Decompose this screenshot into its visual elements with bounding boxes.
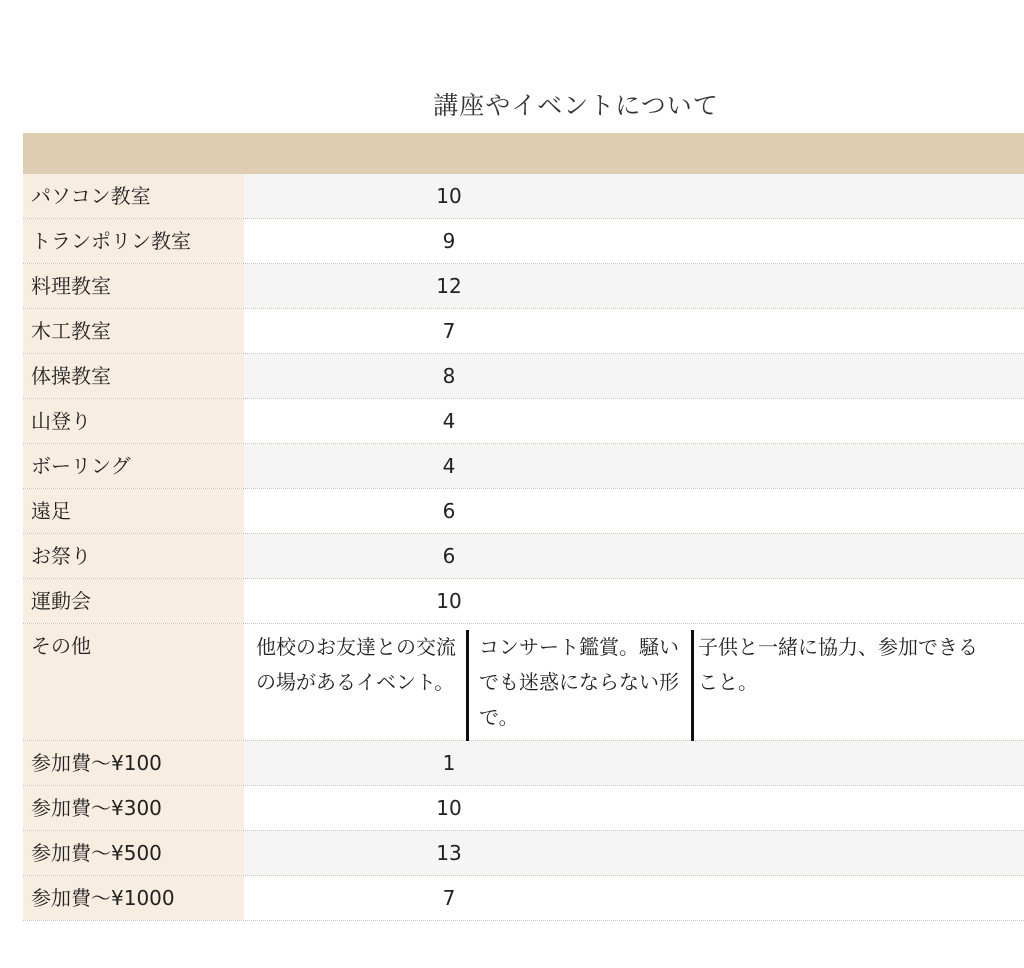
row-label: 参加費〜¥300 [23, 786, 244, 830]
other-note: 子供と一緒に協力、参加できること。 [691, 630, 991, 747]
row-label: パソコン教室 [23, 174, 244, 218]
table-row [23, 579, 1024, 624]
row-label: 参加費〜¥100 [23, 741, 244, 785]
table-row [23, 219, 1024, 264]
row-label: トランポリン教室 [23, 219, 244, 263]
row-value-cell [244, 174, 1024, 218]
row-value: 12 [436, 274, 462, 298]
table-row [23, 489, 1024, 534]
other-note: 他校のお友達との交流の場があるイベント。 [256, 635, 456, 694]
row-label: 体操教室 [23, 354, 244, 398]
row-value: 4 [442, 409, 456, 433]
other-notes-cell [244, 624, 1024, 740]
row-value: 13 [436, 841, 462, 865]
row-value-cell [244, 579, 1024, 623]
row-value: 6 [442, 544, 456, 568]
row-value: 10 [436, 589, 462, 613]
row-label: 木工教室 [23, 309, 244, 353]
row-value: 7 [442, 319, 456, 343]
row-value-cell [244, 786, 1024, 830]
table-row-other [23, 624, 1024, 741]
row-label: お祭り [23, 534, 244, 578]
row-value-cell [244, 399, 1024, 443]
other-note: コンサート鑑賞。騒いでも迷惑にならない形で。 [466, 630, 691, 742]
row-value-cell [244, 876, 1024, 920]
row-value: 4 [442, 454, 456, 478]
table-row [23, 399, 1024, 444]
table-row-fee [23, 831, 1024, 876]
table-row [23, 264, 1024, 309]
table-row-fee [23, 786, 1024, 831]
row-value: 10 [436, 184, 462, 208]
table-header-band [23, 133, 1024, 174]
table-row-fee [23, 741, 1024, 786]
row-value: 10 [436, 796, 462, 820]
page-title: 講座やイベントについて [433, 91, 719, 120]
table-row [23, 174, 1024, 219]
survey-table [23, 174, 1024, 921]
row-value-cell [244, 534, 1024, 578]
row-label: 料理教室 [23, 264, 244, 308]
row-value-cell [244, 741, 1024, 785]
row-value-cell [244, 444, 1024, 488]
row-value-cell [244, 489, 1024, 533]
table-row [23, 354, 1024, 399]
row-label: 参加費〜¥1000 [23, 876, 244, 920]
row-label: 山登り [23, 399, 244, 443]
row-value-cell [244, 831, 1024, 875]
row-label: ボーリング [23, 444, 244, 488]
table-row [23, 309, 1024, 354]
table-row [23, 534, 1024, 579]
row-value-cell [244, 219, 1024, 263]
row-label: 運動会 [23, 579, 244, 623]
row-value-cell [244, 354, 1024, 398]
row-value: 9 [442, 229, 456, 253]
table-row [23, 444, 1024, 489]
row-label: 遠足 [23, 489, 244, 533]
row-value: 8 [442, 364, 456, 388]
row-value: 1 [442, 751, 456, 775]
row-value: 6 [442, 499, 456, 523]
row-value-cell [244, 309, 1024, 353]
row-label: その他 [23, 624, 244, 740]
table-row-fee [23, 876, 1024, 921]
row-value: 7 [442, 886, 456, 910]
row-value-cell [244, 264, 1024, 308]
row-label: 参加費〜¥500 [23, 831, 244, 875]
